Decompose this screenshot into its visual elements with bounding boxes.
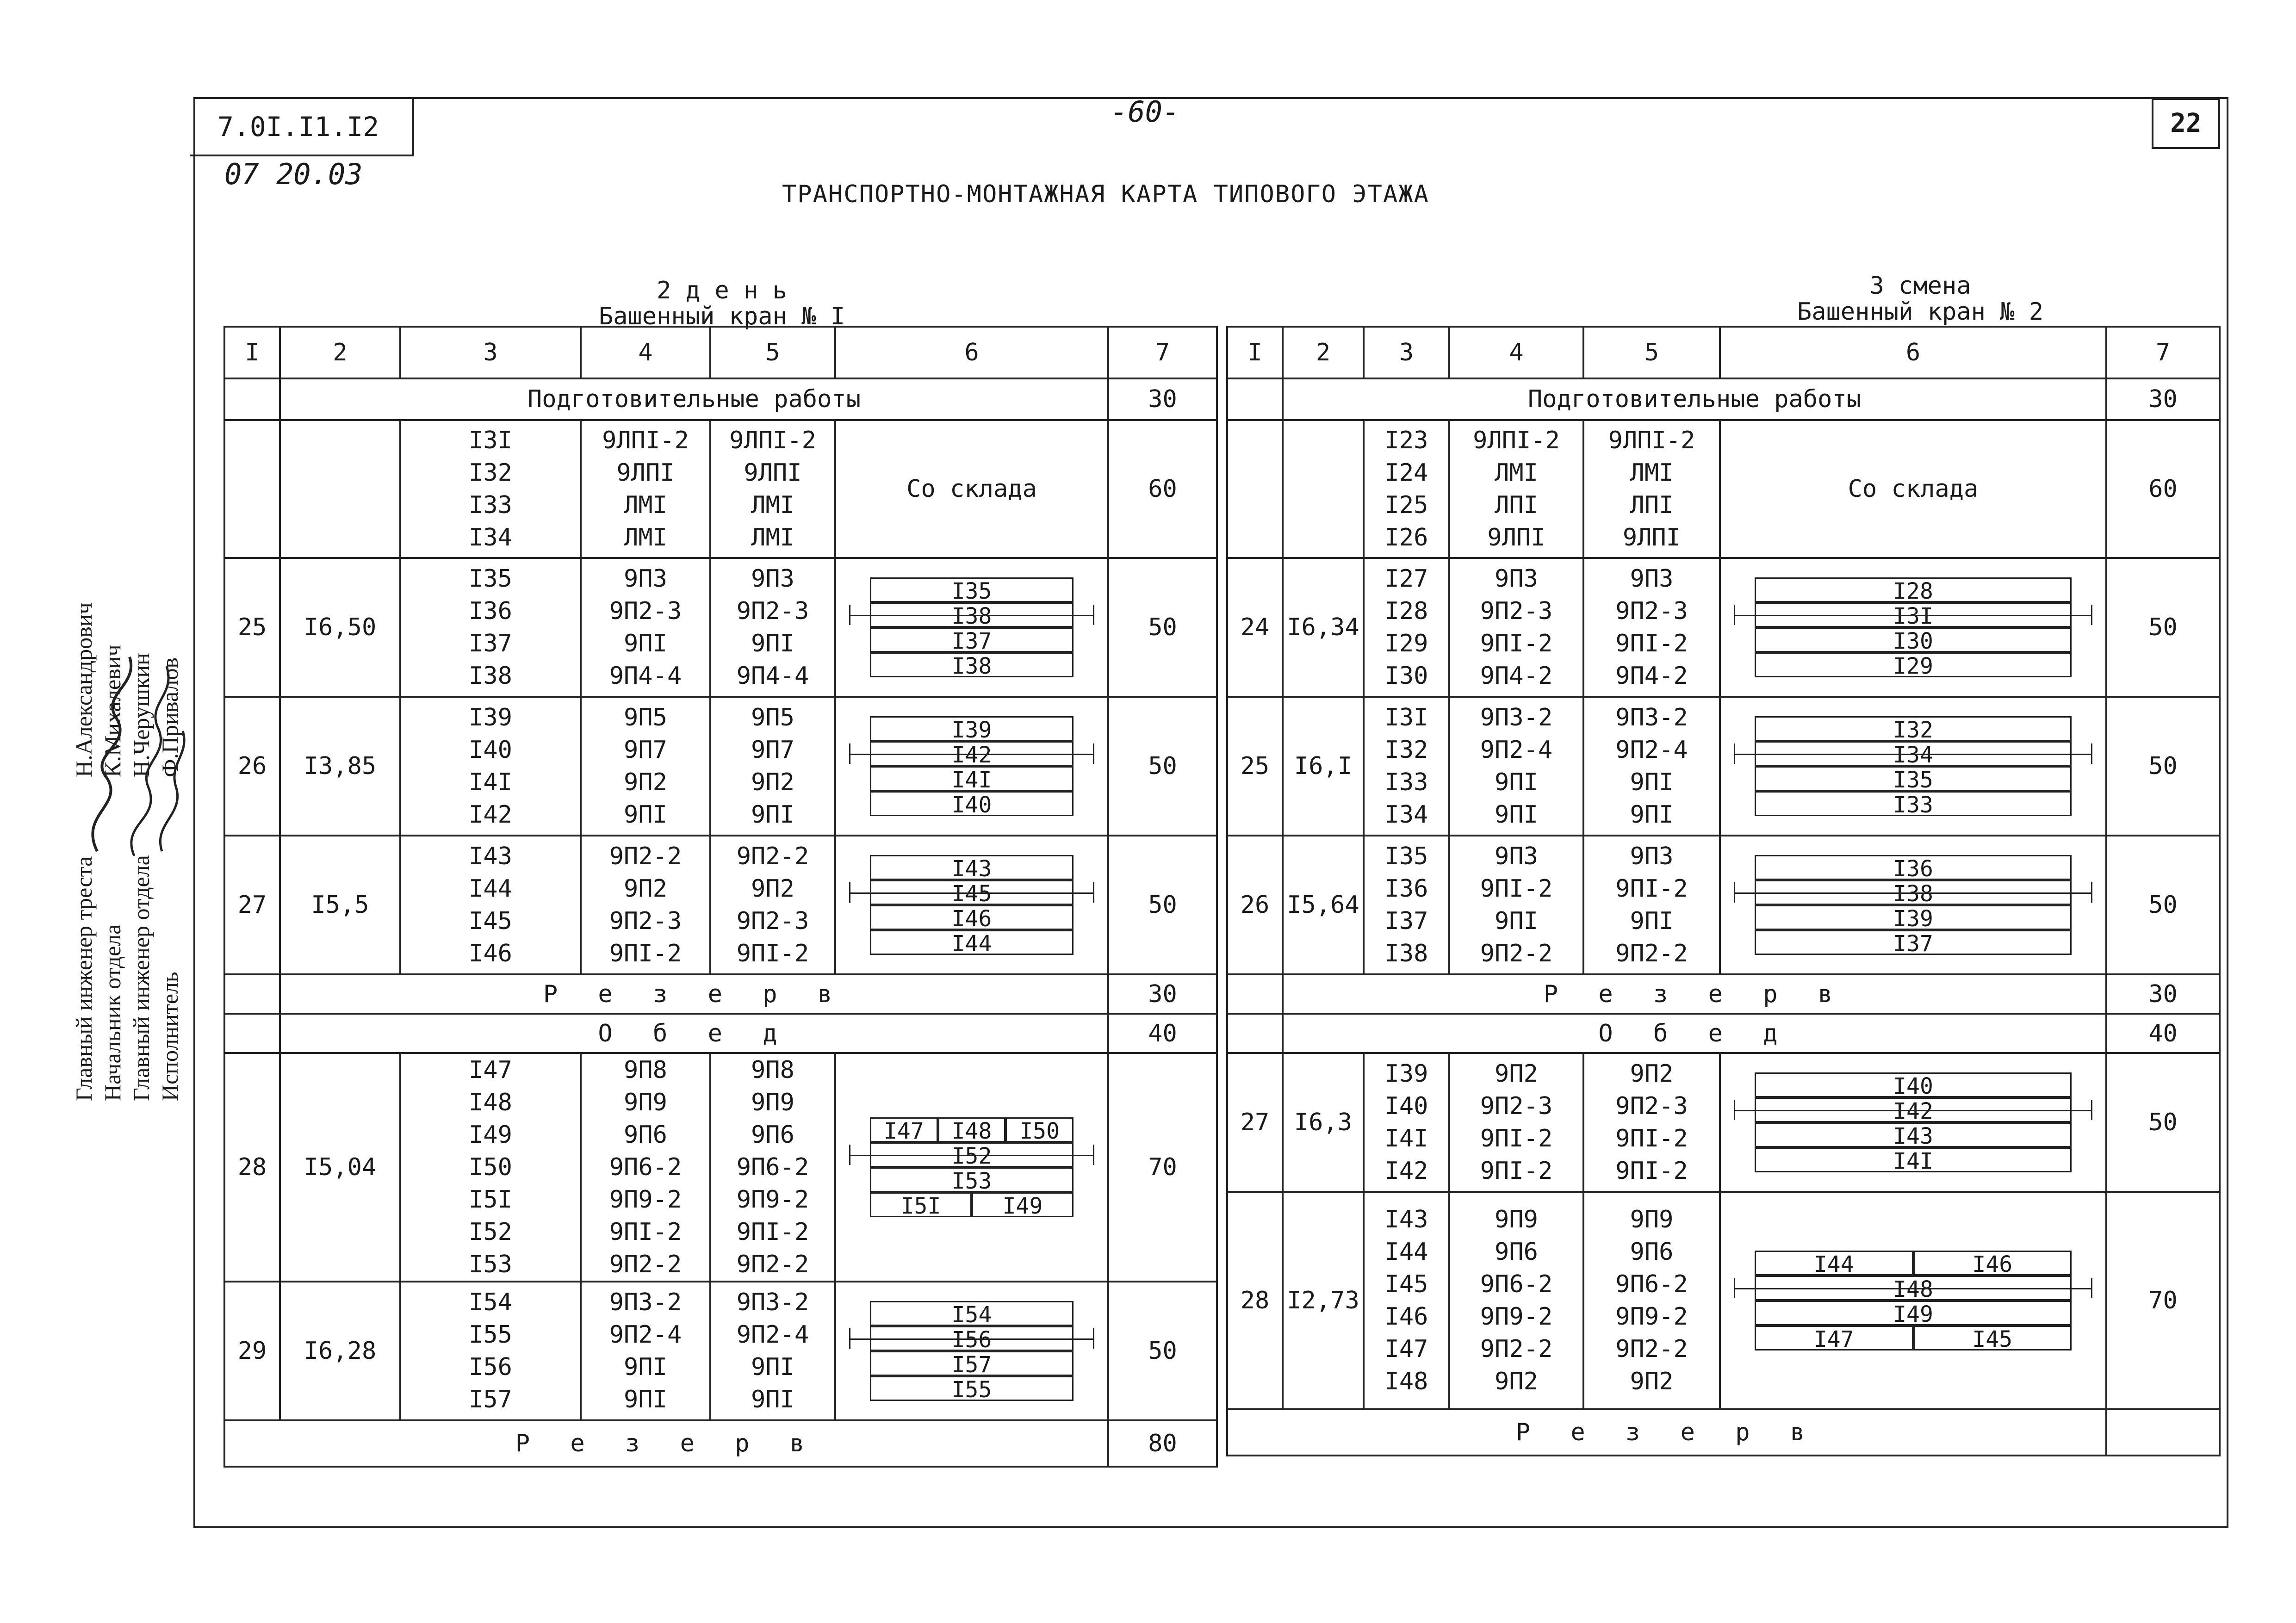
warehouse-row (1227, 420, 2220, 558)
scheme-panel: I4I (1755, 1147, 2072, 1172)
element-marks: 9ЛПI-2 9ЛПI ЛМI ЛМI (581, 420, 710, 558)
column-header: 2 (280, 327, 400, 378)
scheme-panel: I50 (1005, 1117, 1074, 1142)
position-number: 24 (1227, 558, 1283, 697)
scheme-panel: I28 (1755, 577, 2072, 602)
scheme-panel: I30 (1755, 627, 2072, 652)
scheme-cell (1720, 1053, 2106, 1192)
left-table (223, 326, 1218, 1468)
scheme-cell (1720, 1192, 2106, 1409)
signature-row: Начальник отдела К.Михалевич (99, 644, 125, 1101)
scheme-panel: I40 (1755, 1072, 2072, 1097)
column-header: 3 (1364, 327, 1449, 378)
reserve-row (1227, 974, 2220, 1014)
column-header-row (224, 327, 1217, 378)
final-reserve-row (224, 1420, 1217, 1467)
final-reserve-label: Р е з е р в (224, 1420, 1108, 1467)
table-cell (224, 420, 280, 558)
scheme-panel: I32 (1755, 716, 2072, 741)
scheme-panel: I43 (870, 855, 1074, 880)
scheme-panel: I48 (1755, 1276, 2072, 1301)
column-header: 5 (710, 327, 835, 378)
assembly-scheme (1755, 1072, 2072, 1172)
warehouse-row (224, 420, 1217, 558)
scheme-panel: I57 (870, 1351, 1074, 1376)
prep-label: Подготовительные работы (280, 378, 1108, 420)
right-header-shift: 3 смена (1869, 272, 1971, 300)
reserve-value: 30 (2106, 974, 2220, 1014)
column-header: I (224, 327, 280, 378)
document-date: 07 20.03 (224, 157, 363, 191)
scheme-panel: I37 (870, 627, 1074, 652)
prep-row (224, 378, 1217, 420)
scheme-cell (1720, 697, 2106, 836)
scheme-panel: I33 (1755, 791, 2072, 816)
column-header: 5 (1583, 327, 1720, 378)
table-cell (1227, 1014, 1283, 1053)
scheme-cell (1720, 836, 2106, 974)
assembly-scheme (1755, 577, 2072, 677)
scheme-panel: I45 (1913, 1326, 2072, 1350)
scheme-panel: I42 (1755, 1097, 2072, 1122)
prep-label: Подготовительные работы (1283, 378, 2106, 420)
position-number: 29 (224, 1282, 280, 1420)
duration: 50 (1108, 836, 1217, 974)
reserve-value: 30 (1108, 974, 1217, 1014)
mark-value: I6,28 (280, 1282, 400, 1420)
position-number: 28 (1227, 1192, 1283, 1409)
scheme-cell (835, 1282, 1108, 1420)
mark-value: I5,5 (280, 836, 400, 974)
duration: 50 (2106, 1053, 2220, 1192)
handwritten-signatures (69, 638, 199, 870)
element-marks: 9П3-2 9П2-4 9ПI 9ПI (1449, 697, 1583, 836)
lunch-label: О б е д (1283, 1014, 2106, 1053)
element-numbers: I43 I44 I45 I46 (400, 836, 581, 974)
scheme-panel: I37 (1755, 930, 2072, 955)
source-label: Со склада (835, 420, 1108, 558)
assembly-scheme (1755, 1251, 2072, 1350)
element-marks: 9П3 9ПI-2 9ПI 9П2-2 (1583, 836, 1720, 974)
element-marks: 9П9 9П6 9П6-2 9П9-2 9П2-2 9П2 (1449, 1192, 1583, 1409)
table-cell (1227, 420, 1283, 558)
column-header: 6 (835, 327, 1108, 378)
duration: 50 (2106, 836, 2220, 974)
final-reserve-value: 80 (1108, 1420, 1217, 1467)
assembly-scheme (870, 1117, 1074, 1217)
right-header (1758, 273, 2082, 325)
element-marks: 9П3 9ПI-2 9ПI 9П2-2 (1449, 836, 1583, 974)
scheme-panel: I38 (1755, 880, 2072, 905)
document-code: 7.0I.I1.I2 (190, 97, 414, 156)
scheme-panel: I29 (1755, 652, 2072, 677)
mark-value: I5,64 (1283, 836, 1364, 974)
mark-value: I6,3 (1283, 1053, 1364, 1192)
column-header: 4 (1449, 327, 1583, 378)
scheme-cell (835, 836, 1108, 974)
column-header-row (1227, 327, 2220, 378)
right-table (1226, 326, 2221, 1456)
left-header-crane: Башенный кран № I (598, 303, 845, 330)
element-marks: 9П3-2 9П2-4 9ПI 9ПI (581, 1282, 710, 1420)
document-title: ТРАНСПОРТНО-МОНТАЖНАЯ КАРТА ТИПОВОГО ЭТАЖА (782, 180, 1429, 208)
final-reserve-row (1227, 1409, 2220, 1456)
table-row (224, 1282, 1217, 1420)
element-marks: 9П3 9П2-3 9ПI-2 9П4-2 (1583, 558, 1720, 697)
element-marks: 9П2-2 9П2 9П2-3 9ПI-2 (581, 836, 710, 974)
scheme-panel: I44 (1755, 1251, 1913, 1276)
scheme-panel: I43 (1755, 1122, 2072, 1147)
signature-row: Главный инженер отдела Н.Черушкин (128, 653, 154, 1101)
mark-value: I6,34 (1283, 558, 1364, 697)
signature-row: Исполнитель Ф.Привалов (157, 657, 183, 1101)
source-label: Со склада (1720, 420, 2106, 558)
prep-row (1227, 378, 2220, 420)
duration: 70 (2106, 1192, 2220, 1409)
left-header-day: 2 д е н ь (657, 277, 787, 304)
element-marks: 9ЛПI-2 ЛМI ЛПI 9ЛПI (1449, 420, 1583, 558)
duration: 60 (1108, 420, 1217, 558)
position-number: 26 (224, 697, 280, 836)
duration: 60 (2106, 420, 2220, 558)
page-number: -60- (1111, 95, 1180, 129)
element-numbers: I47 I48 I49 I50 I5I I52 I53 (400, 1053, 581, 1282)
scheme-cell (1720, 558, 2106, 697)
element-marks: 9П2 9П2-3 9ПI-2 9ПI-2 (1583, 1053, 1720, 1192)
element-marks: 9П2-2 9П2 9П2-3 9ПI-2 (710, 836, 835, 974)
element-numbers: I35 I36 I37 I38 (400, 558, 581, 697)
duration: 70 (1108, 1053, 1217, 1282)
reserve-label: Р е з е р в (1283, 974, 2106, 1014)
column-header: I (1227, 327, 1283, 378)
lunch-row (1227, 1014, 2220, 1053)
position-number: 26 (1227, 836, 1283, 974)
mark-value: I2,73 (1283, 1192, 1364, 1409)
element-numbers: I27 I28 I29 I30 (1364, 558, 1449, 697)
element-marks: 9П3 9П2-3 9ПI 9П4-4 (581, 558, 710, 697)
mark-value: I5,04 (280, 1053, 400, 1282)
table-cell (1227, 378, 1283, 420)
scheme-cell (835, 1053, 1108, 1282)
scheme-panel: I40 (870, 791, 1074, 816)
element-marks: 9П2 9П2-3 9ПI-2 9ПI-2 (1449, 1053, 1583, 1192)
scheme-panel: I3I (1755, 602, 2072, 627)
signature-row: Главный инженер треста Н.Александрович (71, 602, 97, 1101)
table-row (224, 1053, 1217, 1282)
element-marks: 9П8 9П9 9П6 9П6-2 9П9-2 9ПI-2 9П2-2 (710, 1053, 835, 1282)
scheme-panel: I46 (870, 905, 1074, 930)
assembly-scheme (870, 1301, 1074, 1401)
mark-value: I6,50 (280, 558, 400, 697)
left-header (541, 278, 902, 329)
element-numbers: I39 I40 I4I I42 (1364, 1053, 1449, 1192)
scheme-panel: I39 (870, 716, 1074, 741)
table-cell (280, 420, 400, 558)
scheme-panel: I44 (870, 930, 1074, 955)
table-row (224, 558, 1217, 697)
table-row (1227, 697, 2220, 836)
lunch-value: 40 (2106, 1014, 2220, 1053)
table-cell (224, 1014, 280, 1053)
scheme-panel: I54 (870, 1301, 1074, 1326)
column-header: 4 (581, 327, 710, 378)
assembly-scheme (1755, 855, 2072, 955)
table-row (1227, 1192, 2220, 1409)
table-row (224, 697, 1217, 836)
element-marks: 9ЛПI-2 ЛМI ЛПI 9ЛПI (1583, 420, 1720, 558)
table-cell (224, 378, 280, 420)
column-header: 7 (1108, 327, 1217, 378)
scheme-panel: I35 (870, 577, 1074, 602)
scheme-panel: I47 (1755, 1326, 1913, 1350)
element-marks: 9П3-2 9П2-4 9ПI 9ПI (1583, 697, 1720, 836)
duration: 50 (1108, 558, 1217, 697)
element-marks: 9П3 9П2-3 9ПI 9П4-4 (710, 558, 835, 697)
scheme-panel: I48 (938, 1117, 1006, 1142)
duration: 50 (2106, 558, 2220, 697)
scheme-cell (835, 697, 1108, 836)
lunch-row (224, 1014, 1217, 1053)
position-number: 27 (224, 836, 280, 974)
scheme-panel: I5I (870, 1192, 972, 1217)
table-cell (1283, 420, 1364, 558)
table-row (1227, 836, 2220, 974)
scheme-panel: I39 (1755, 905, 2072, 930)
position-number: 25 (224, 558, 280, 697)
element-numbers: I54 I55 I56 I57 (400, 1282, 581, 1420)
scheme-panel: I38 (870, 602, 1074, 627)
scheme-panel: I45 (870, 880, 1074, 905)
reserve-row (224, 974, 1217, 1014)
table-row (1227, 1053, 2220, 1192)
final-reserve-value (2106, 1409, 2220, 1456)
element-marks: 9П5 9П7 9П2 9ПI (710, 697, 835, 836)
column-header: 6 (1720, 327, 2106, 378)
scheme-panel: I49 (1755, 1301, 2072, 1326)
scheme-panel: I55 (870, 1376, 1074, 1401)
scheme-panel: I56 (870, 1326, 1074, 1351)
right-header-crane: Башенный кран № 2 (1797, 298, 2044, 326)
element-marks: 9П3-2 9П2-4 9ПI 9ПI (710, 1282, 835, 1420)
scheme-panel: I47 (870, 1117, 938, 1142)
assembly-scheme (870, 716, 1074, 816)
element-marks: 9ЛПI-2 9ЛПI ЛМI ЛМI (710, 420, 835, 558)
scheme-panel: I4I (870, 766, 1074, 791)
element-marks: 9П8 9П9 9П6 9П6-2 9П9-2 9ПI-2 9П2-2 (581, 1053, 710, 1282)
scheme-panel: I34 (1755, 741, 2072, 766)
element-marks: 9П9 9П6 9П6-2 9П9-2 9П2-2 9П2 (1583, 1192, 1720, 1409)
scheme-panel: I49 (972, 1192, 1074, 1217)
mark-value: I3,85 (280, 697, 400, 836)
column-header: 7 (2106, 327, 2220, 378)
scheme-panel: I38 (870, 652, 1074, 677)
element-numbers: I35 I36 I37 I38 (1364, 836, 1449, 974)
scheme-panel: I53 (870, 1167, 1074, 1192)
assembly-scheme (1755, 716, 2072, 816)
lunch-label: О б е д (280, 1014, 1108, 1053)
table-row (224, 836, 1217, 974)
table-cell (1227, 974, 1283, 1014)
final-reserve-label: Р е з е р в (1227, 1409, 2106, 1456)
mark-value: I6,I (1283, 697, 1364, 836)
position-number: 28 (224, 1053, 280, 1282)
sheet-number: 22 (2152, 98, 2220, 149)
duration: 50 (2106, 697, 2220, 836)
prep-value: 30 (1108, 378, 1217, 420)
scheme-panel: I52 (870, 1142, 1074, 1167)
assembly-scheme (870, 577, 1074, 677)
position-number: 27 (1227, 1053, 1283, 1192)
duration: 50 (1108, 1282, 1217, 1420)
column-header: 2 (1283, 327, 1364, 378)
reserve-label: Р е з е р в (280, 974, 1108, 1014)
column-header: 3 (400, 327, 581, 378)
table-cell (224, 974, 280, 1014)
element-marks: 9П3 9П2-3 9ПI-2 9П4-2 (1449, 558, 1583, 697)
position-number: 25 (1227, 697, 1283, 836)
element-marks: 9П5 9П7 9П2 9ПI (581, 697, 710, 836)
scheme-panel: I42 (870, 741, 1074, 766)
scheme-panel: I46 (1913, 1251, 2072, 1276)
scheme-panel: I35 (1755, 766, 2072, 791)
element-numbers: I3I I32 I33 I34 (400, 420, 581, 558)
prep-value: 30 (2106, 378, 2220, 420)
element-numbers: I39 I40 I4I I42 (400, 697, 581, 836)
element-numbers: I23 I24 I25 I26 (1364, 420, 1449, 558)
element-numbers: I3I I32 I33 I34 (1364, 697, 1449, 836)
scheme-cell (835, 558, 1108, 697)
duration: 50 (1108, 697, 1217, 836)
assembly-scheme (870, 855, 1074, 955)
table-row (1227, 558, 2220, 697)
lunch-value: 40 (1108, 1014, 1217, 1053)
element-numbers: I43 I44 I45 I46 I47 I48 (1364, 1192, 1449, 1409)
scheme-panel: I36 (1755, 855, 2072, 880)
